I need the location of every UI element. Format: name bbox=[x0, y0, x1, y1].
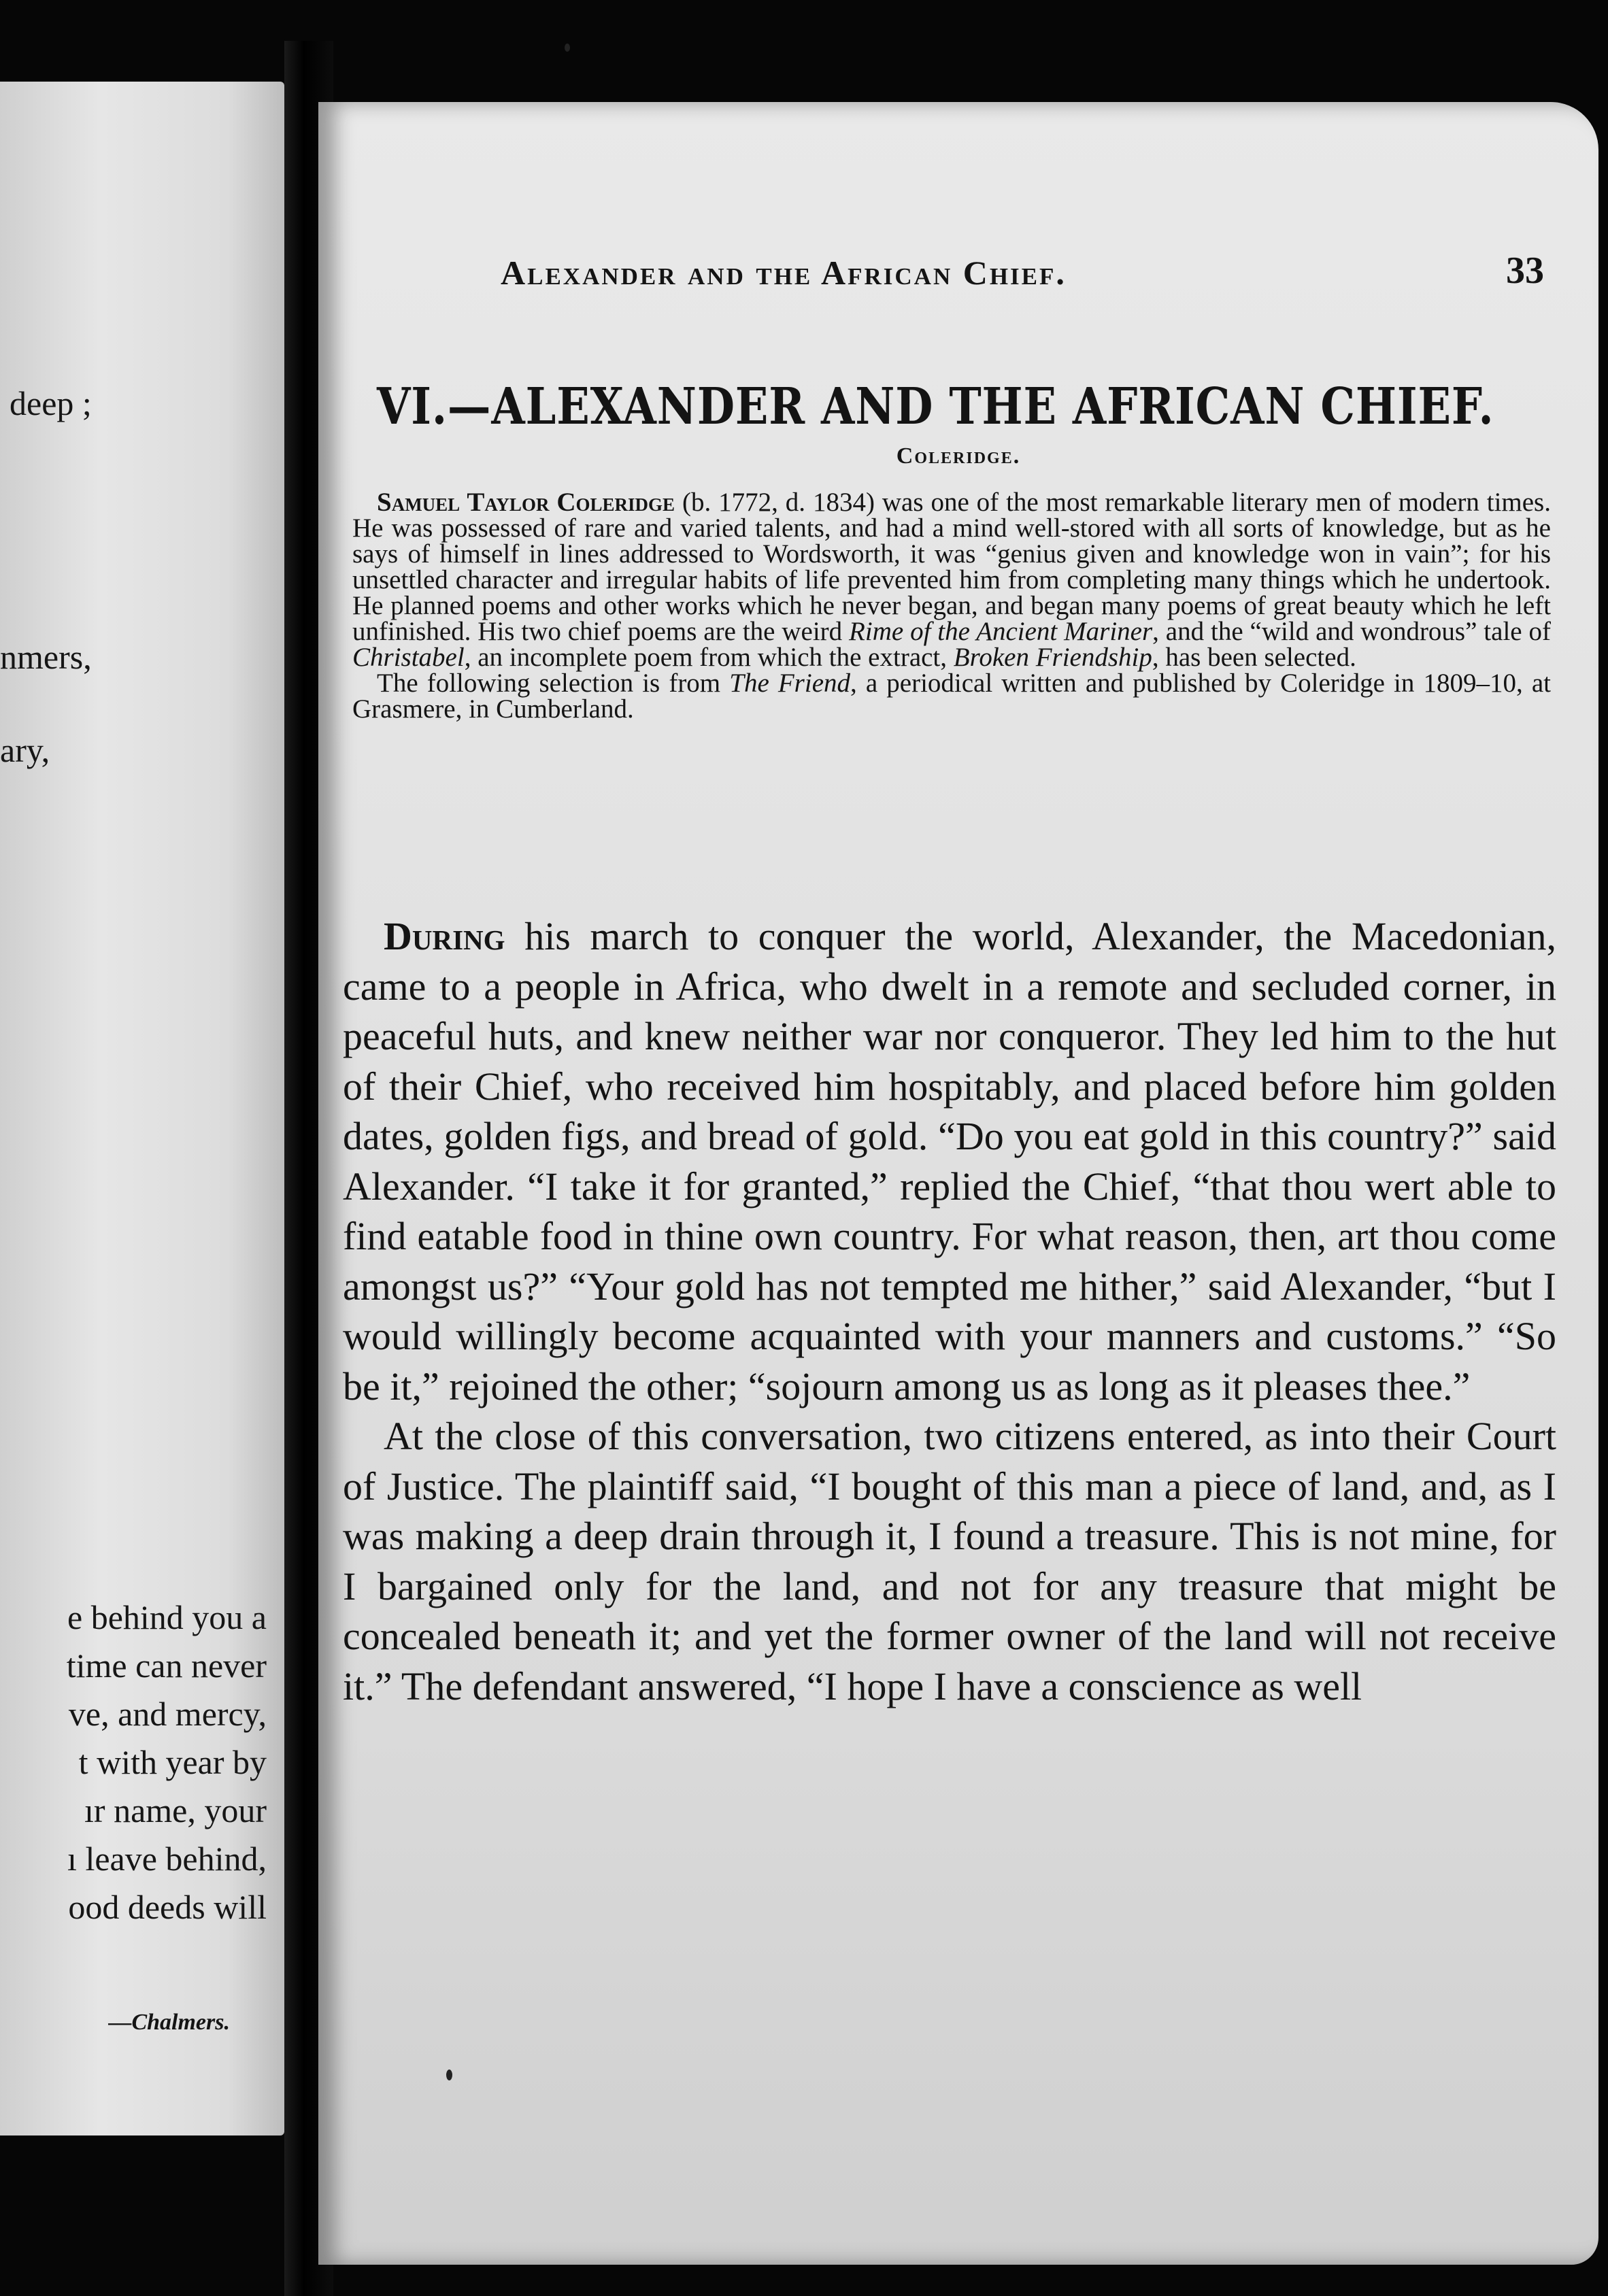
running-title: Alexander and the African Chief. bbox=[501, 254, 1067, 292]
body-paragraph bbox=[343, 911, 1556, 1411]
author-name: Samuel Taylor Coleridge bbox=[377, 488, 675, 517]
left-page-signature: —Chalmers. bbox=[108, 2010, 230, 2035]
page-number: 33 bbox=[1506, 250, 1544, 292]
opening-word: During bbox=[384, 914, 505, 958]
body-text bbox=[343, 911, 1556, 1711]
left-page-line: ve, and mercy, bbox=[68, 1695, 267, 1733]
left-page-line: ary, bbox=[0, 731, 50, 769]
intro-paragraph bbox=[352, 671, 1551, 722]
intro-text: , and the “wild and wondrous” tale of bbox=[1152, 617, 1551, 646]
left-page-line: ood deeds will bbox=[68, 1888, 267, 1926]
introduction-note bbox=[352, 490, 1551, 722]
intro-text: (b. 1772, d. 1834) was one of the most remarkable literary men of modern times. He was possessed of rare and varied talents, and had a mind well-stored with all sorts of knowledge, but as he says of himself in lines addressed to Wordsworth, it was “genius given and knowledge won in vain”; for his unsettled character and irregular habits of life prevented him from completing many things which he undertook. He planned poems and other works which he never began, and began many poems of great beauty which he left unfinished. His two chief poems are the weird bbox=[352, 488, 1551, 646]
running-head bbox=[501, 250, 1544, 301]
intro-text: , has been selected. bbox=[1152, 643, 1356, 672]
intro-paragraph bbox=[352, 490, 1551, 671]
paragraph-text: At the close of this conversation, two citizens entered, as into their Court of Justice. The plaintiff said, “I bought of this man a piece of land, and, as I was making a deep drain through it, I found a treasure. This is not mine, for I bargained only for the land, and not for any treasure that might be concealed beneath it; and yet the former owner of the land will not receive it.” The defendant answered, “I hope I have a conscience as well bbox=[343, 1414, 1556, 1708]
left-page-line: ır name, your bbox=[84, 1791, 267, 1829]
chapter-title: VI.—ALEXANDER AND THE AFRICAN CHIEF. bbox=[377, 377, 1494, 436]
chapter-author: Coleridge. bbox=[896, 443, 1021, 469]
left-page-line: t with year by bbox=[78, 1743, 267, 1781]
intro-text: , a periodical written and published by Coleridge in 1809–10, at Grasmere, in Cumberland. bbox=[352, 669, 1551, 724]
intro-text: The following selection is from bbox=[377, 669, 730, 698]
work-title: Christabel bbox=[352, 643, 465, 672]
page bbox=[318, 102, 1598, 2265]
ink-speck bbox=[565, 44, 570, 52]
left-page-line: ı leave behind, bbox=[67, 1840, 267, 1878]
left-page-line: time can never bbox=[66, 1647, 267, 1685]
intro-text: , an incomplete poem from which the extract, bbox=[464, 643, 954, 672]
work-title: The Friend bbox=[729, 669, 850, 698]
ink-speck bbox=[446, 2070, 452, 2080]
paragraph-text: his march to conquer the world, Alexander, the Macedonian, came to a people in Africa, who dwelt in a remote and secluded corner, in peaceful huts, and knew neither war nor conqueror. They led him to the hut of their Chief, who received him hospitably, and placed before him golden dates, golden figs, and bread of gold. “Do you eat gold in this country?” said Alexander. “I take it for granted,” replied the Chief, “that thou wert able to find eatable food in thine own country. For what reason, then, art thou come amongst us?” “Your gold has not tempted me hither,” said Alexander, “but I would willingly become acquainted with your manners and customs.” “So be it,” rejoined the other; “sojourn among us as long as it pleases thee.” bbox=[343, 914, 1556, 1408]
work-title: Broken Friendship bbox=[953, 643, 1152, 672]
left-page-line: deep ; bbox=[10, 384, 92, 422]
work-title: Rime of the Ancient Mariner bbox=[849, 617, 1153, 646]
previous-page-fragment bbox=[0, 82, 284, 2135]
body-paragraph bbox=[343, 1411, 1556, 1711]
left-page-line: e behind you a bbox=[67, 1598, 267, 1636]
left-page-line: nmers, bbox=[0, 638, 92, 676]
